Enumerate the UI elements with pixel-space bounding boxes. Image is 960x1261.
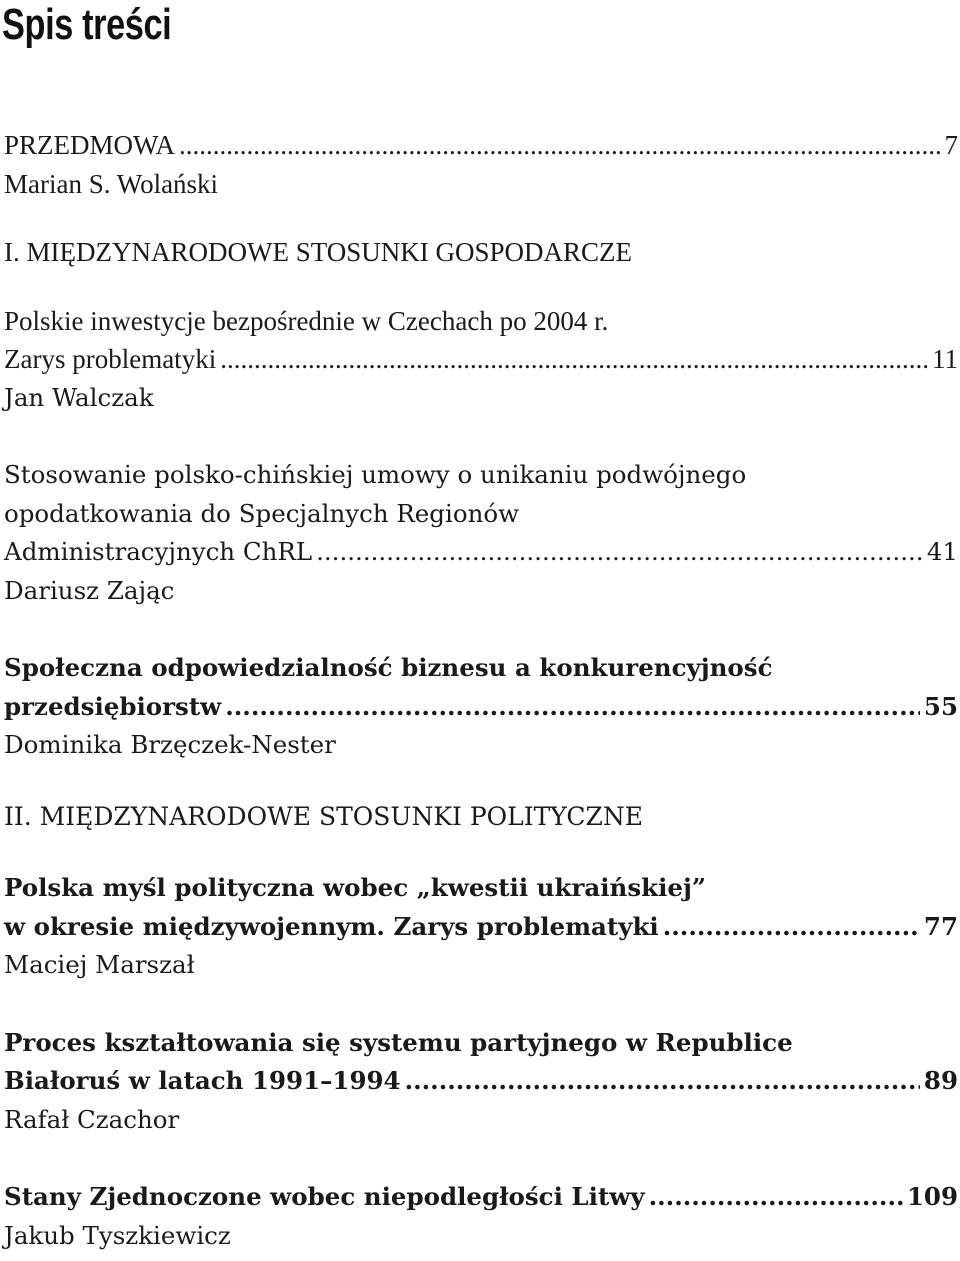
- toc-entry-title: w okresie międzywojennym. Zarys problematyki: [4, 911, 659, 941]
- section-heading-1: I. MIĘDZYNARODOWE STOSUNKI GOSPODARCZE: [4, 237, 633, 267]
- toc-entry-line: [4, 1062, 958, 1101]
- toc-entry-title-line: Polskie inwestycje bezpośrednie w Czechach po 2004 r.: [4, 305, 609, 336]
- toc-entry-line: [4, 340, 958, 379]
- toc-entry-author: Maciej Marszał: [4, 950, 195, 979]
- toc-entry-line: [4, 1178, 958, 1217]
- toc-entry-spoleczna-odpowiedzialnosc[interactable]: [4, 649, 958, 765]
- dot-leader: [663, 908, 920, 947]
- toc-entry-polskie-inwestycje[interactable]: [4, 302, 958, 418]
- toc-entry-title-line: opodatkowania do Specjalnych Regionów: [4, 498, 520, 528]
- section-heading-2: II. MIĘDZYNARODOWE STOSUNKI POLITYCZNE: [4, 801, 643, 831]
- toc-entry-title: Stany Zjednoczone wobec niepodległości Litwy: [4, 1182, 645, 1211]
- dot-leader: [179, 126, 940, 165]
- toc-entry-przedmowa[interactable]: [4, 126, 958, 203]
- toc-entry-title: Zarys problematyki: [4, 344, 217, 374]
- dot-leader: [316, 533, 923, 572]
- toc-page-number: 77: [923, 911, 958, 941]
- toc-entry-title-line: Polska myśl polityczna wobec „kwestii ukraińskiej”: [4, 873, 706, 902]
- toc-entry-polska-mysl-polityczna[interactable]: [4, 869, 958, 985]
- toc-entry-author: Jakub Tyszkiewicz: [4, 1220, 231, 1250]
- toc-page-number: 89: [923, 1066, 958, 1095]
- toc-page-number: 41: [926, 537, 958, 566]
- toc-entry-line: [4, 908, 958, 947]
- toc-entry-title-line: Proces kształtowania się systemu partyjnego w Republice: [4, 1027, 793, 1057]
- dot-leader: [405, 1062, 920, 1101]
- toc-entry-line: [4, 126, 958, 165]
- toc-entry-author: Marian S. Wolański: [4, 168, 219, 199]
- dot-leader: [220, 340, 928, 379]
- toc-entry-stosowanie-umowy[interactable]: [4, 456, 958, 610]
- toc-entry-title: Białoruś w latach 1991–1994: [4, 1066, 401, 1095]
- toc-entry-title: PRZEDMOWA: [4, 130, 176, 160]
- page-title: Spis treści: [2, 0, 172, 49]
- toc-page-number: 109: [906, 1182, 958, 1211]
- toc-entry-author: Rafał Czachor: [4, 1104, 180, 1134]
- dot-leader: [225, 688, 920, 727]
- toc-entry-author: Jan Walczak: [4, 382, 154, 412]
- toc-entry-title: Administracyjnych ChRL: [4, 537, 313, 566]
- toc-entry-proces-ksztaltowania[interactable]: [4, 1024, 958, 1140]
- toc-entry-stany-zjednoczone[interactable]: [4, 1178, 958, 1255]
- toc-entry-title: przedsiębiorstw: [4, 691, 222, 721]
- toc-page-number: 55: [923, 691, 958, 721]
- toc-entry-title-line: Stosowanie polsko-chińskiej umowy o unikaniu podwójnego: [4, 460, 747, 489]
- toc-entry-author: Dominika Brzęczek-Nester: [4, 730, 336, 759]
- dot-leader: [649, 1178, 903, 1217]
- toc-entry-title-line: Społeczna odpowiedzialność biznesu a konkurencyjność: [4, 653, 773, 682]
- toc-page-number: 7: [944, 130, 958, 160]
- toc-entry-author: Dariusz Zając: [4, 575, 175, 605]
- toc-entry-line: [4, 533, 958, 572]
- toc-page-number: 11: [932, 344, 958, 374]
- toc-entry-line: [4, 688, 958, 727]
- table-of-contents: [4, 126, 958, 1255]
